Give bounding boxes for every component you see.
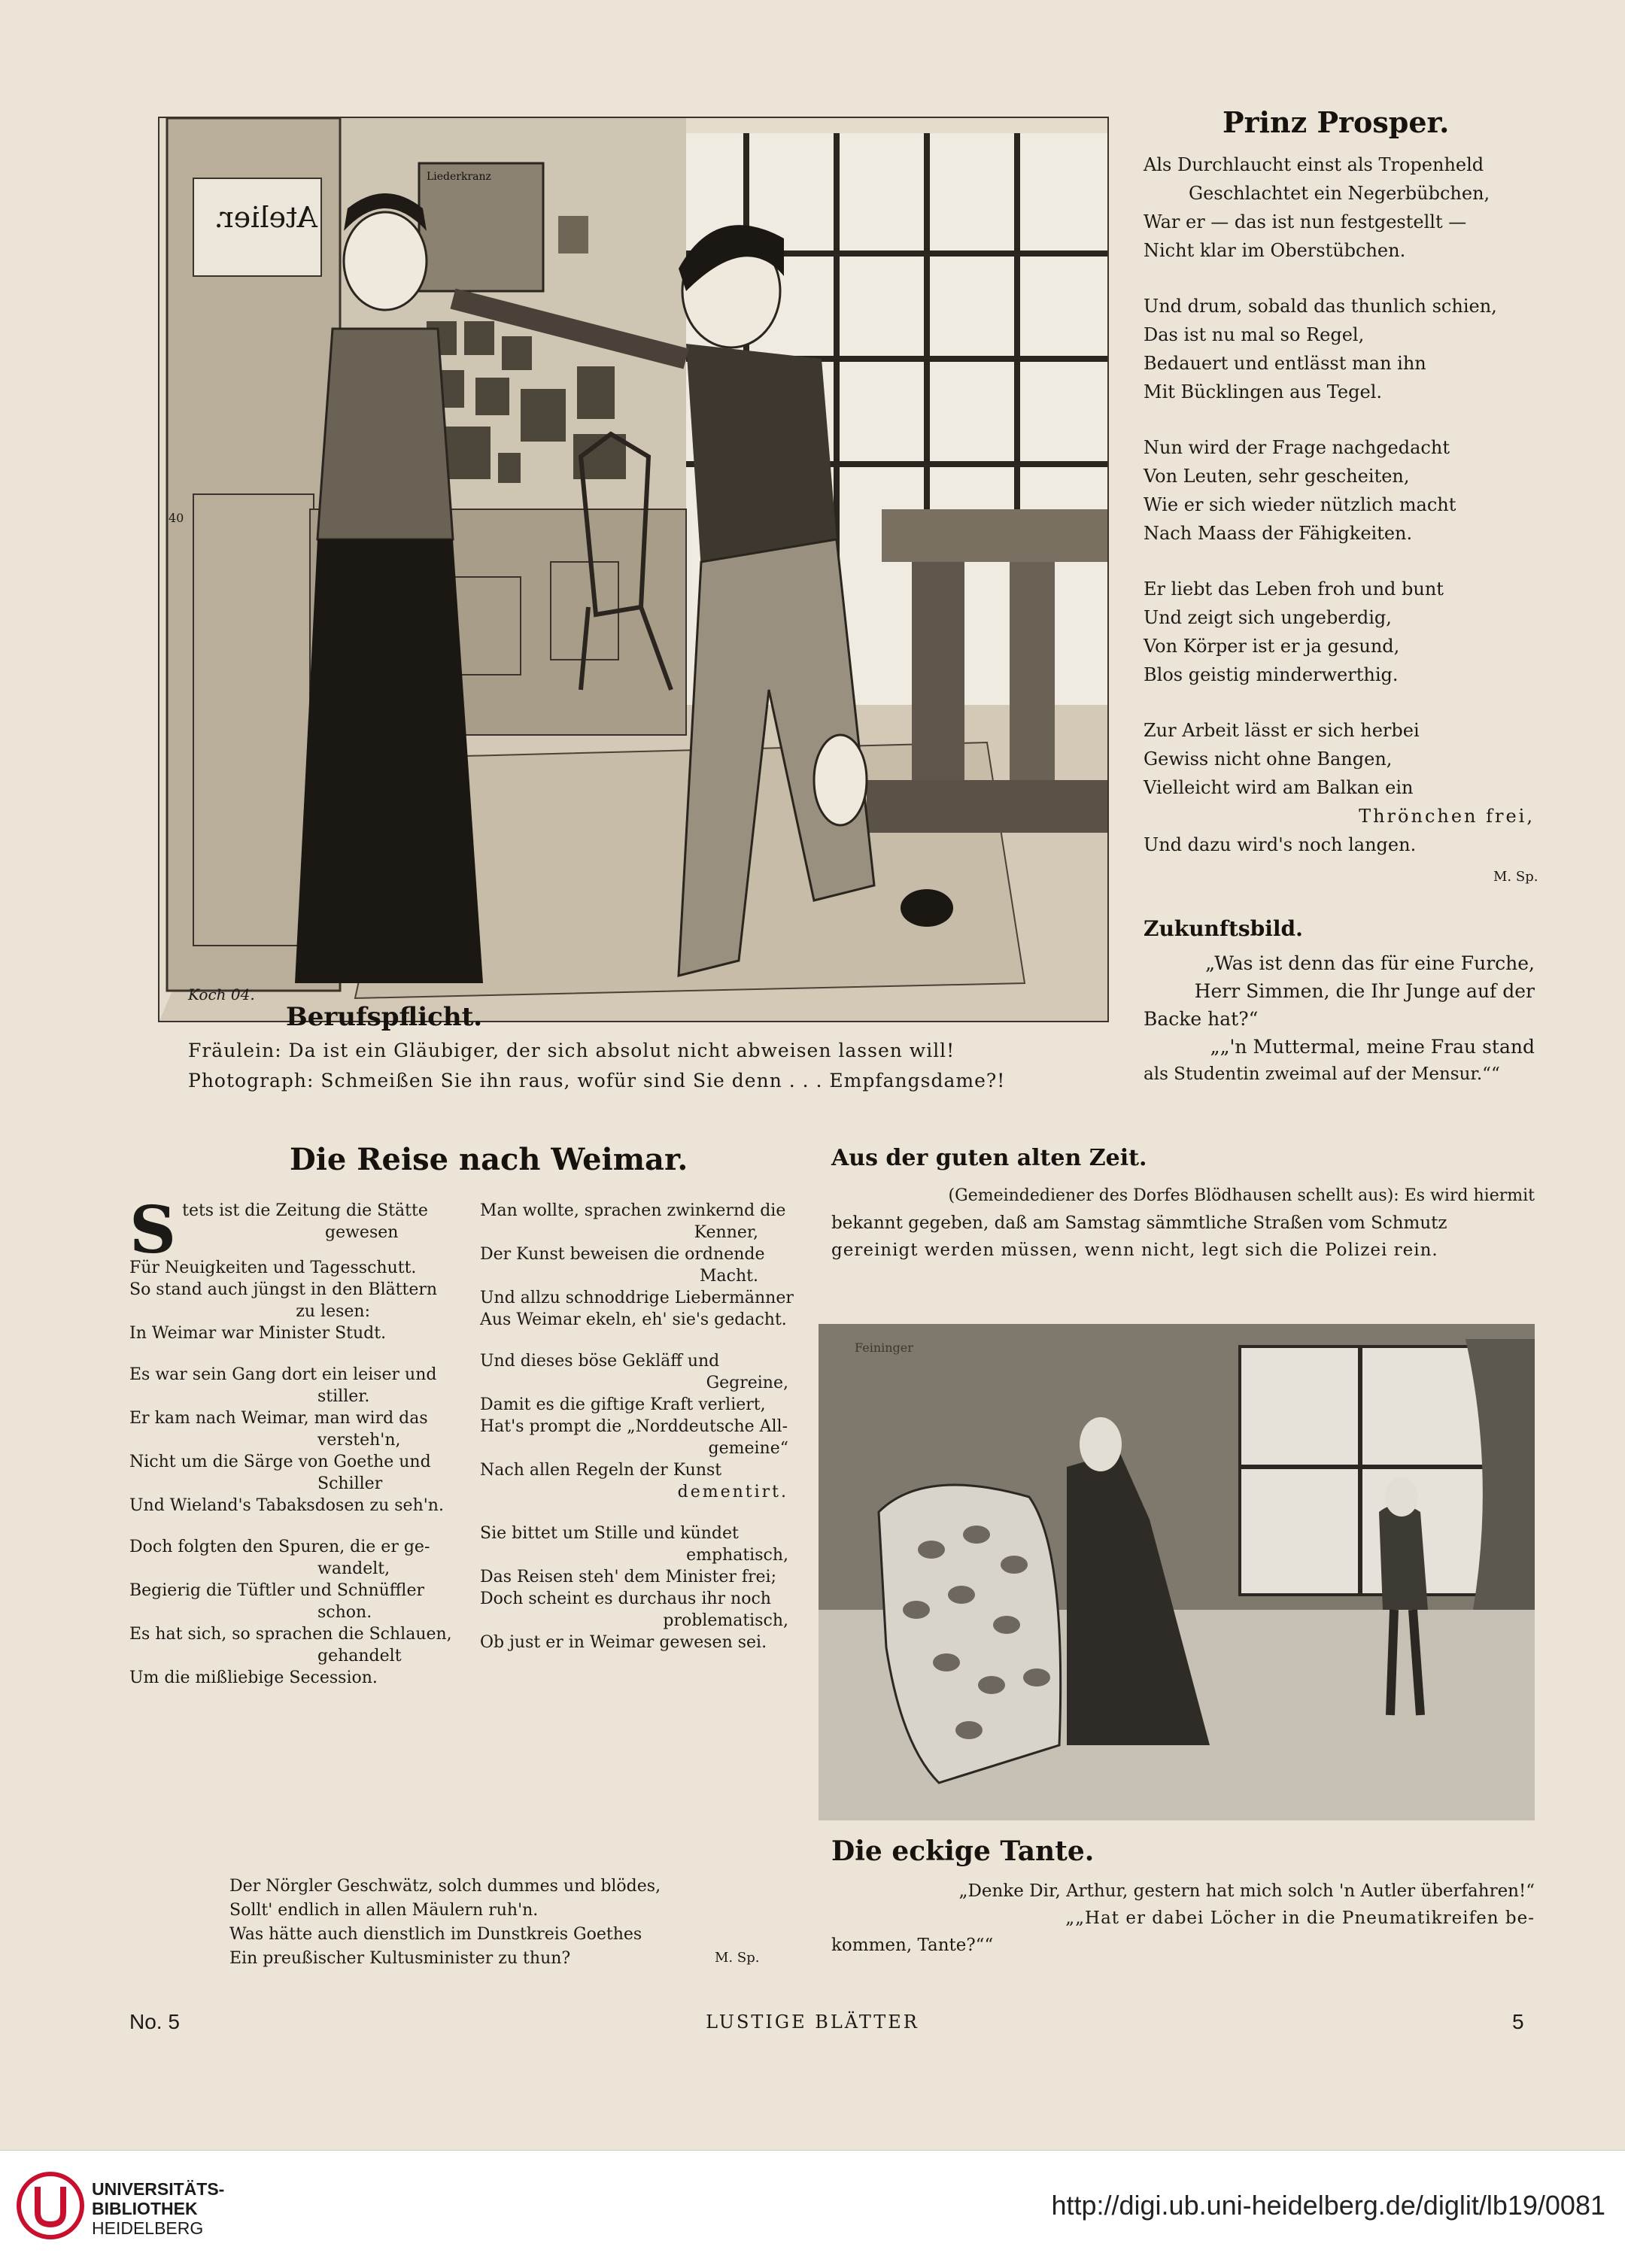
reise-line: wandelt, <box>317 1559 390 1578</box>
liederkranz-frame-label: Liederkranz <box>427 171 491 183</box>
zukunftsbild-title: Zukunftsbild. <box>1144 916 1303 941</box>
reise-line: Man wollte, sprachen zwinkernd die <box>480 1201 786 1220</box>
zukunftsbild-line: als Studentin zweimal auf der Mensur.““ <box>1144 1064 1500 1084</box>
reise-title: Die Reise nach Weimar. <box>290 1142 688 1177</box>
reise-line: Hat's prompt die „Norddeutsche All- <box>480 1417 788 1436</box>
reise-line: gehandelt <box>317 1647 402 1665</box>
reise-stanza <box>129 1536 453 1689</box>
reise-line: Begierig die Tüftler und Schnüffler <box>129 1581 424 1600</box>
poem-line: Gewiss nicht ohne Bangen, <box>1144 748 1393 770</box>
poem-line: Und drum, sobald das thunlich schien, <box>1144 296 1497 317</box>
guten-alten-zeit-title: Aus der guten alten Zeit. <box>831 1145 1147 1171</box>
reise-line: gemeine“ <box>708 1439 788 1458</box>
reise-line: Sie bittet um Stille und kündet <box>480 1524 739 1543</box>
reise-line: stiller. <box>317 1387 370 1406</box>
cartoon-eckige-tante-illustration <box>819 1324 1535 1820</box>
reise-line: Aus Weimar ekeln, eh' sie's gedacht. <box>480 1310 787 1329</box>
cartoon2-signature: Feininger <box>855 1340 913 1355</box>
zukunftsbild-text <box>1144 949 1535 1088</box>
reise-line: Es hat sich, so sprachen die Schlauen, <box>129 1625 452 1644</box>
reise-line: dementirt. <box>677 1483 788 1501</box>
berufspflicht-title: Berufspflicht. <box>286 1002 483 1032</box>
guten-alten-zeit-text <box>831 1183 1535 1264</box>
reise-line: Er kam nach Weimar, man wird das <box>129 1409 428 1428</box>
reise-line: Ein preußischer Kultusminister zu thun? <box>229 1949 571 1968</box>
reise-line: Nach allen Regeln der Kunst <box>480 1461 722 1480</box>
footer-page-number: 5 <box>1512 2010 1524 2033</box>
reise-line: Der Nörgler Geschwätz, solch dummes und blödes, <box>229 1877 661 1896</box>
library-name <box>92 2179 224 2238</box>
poem-line: Er liebt das Leben froh und bunt <box>1144 578 1444 600</box>
digital-object-url[interactable]: http://digi.ub.uni-heidelberg.de/diglit/lb19/0081 <box>1051 2190 1605 2221</box>
footer-issue-number: No. 5 <box>129 2010 180 2033</box>
poem-line: Nach Maass der Fähigkeiten. <box>1144 523 1413 544</box>
eckige-tante-title: Die eckige Tante. <box>831 1835 1095 1867</box>
reise-line: Der Kunst beweisen die ordnende <box>480 1245 765 1264</box>
reise-line: Was hätte auch dienstlich im Dunstkreis Goethes <box>229 1925 642 1944</box>
reise-drop-letter: S <box>129 1192 177 1268</box>
reise-line: Für Neuigkeiten und Tagesschutt. <box>129 1258 417 1277</box>
berufspflicht-caption-fraeulein: Fräulein: Da ist ein Gläubiger, der sich absolut nicht abweisen lassen will! <box>188 1040 955 1061</box>
poem-stanza <box>1144 150 1535 265</box>
reise-line: Gegreine, <box>706 1374 788 1392</box>
reise-line: emphatisch, <box>686 1546 788 1565</box>
cartoon1-signature: Koch 04. <box>188 985 255 1003</box>
reise-line: Das Reisen steh' dem Minister frei; <box>480 1568 777 1586</box>
prinz-prosper-author: M. Sp. <box>1493 869 1538 885</box>
studio-scene-drawing <box>159 118 1107 1021</box>
poem-line: Bedauert und entlässt man ihn <box>1144 353 1426 374</box>
zukunftsbild-line: Backe hat?“ <box>1144 1008 1259 1030</box>
atelier-sign: Atelier. <box>214 201 317 234</box>
poem-line: Zur Arbeit lässt er sich herbei <box>1144 720 1420 741</box>
zukunftsbild-line: „Was ist denn das für eine Furche, <box>1205 952 1535 974</box>
zukunftsbild-line: „„'n Muttermal, meine Frau stand <box>1210 1036 1535 1058</box>
reise-stanza <box>129 1192 453 1344</box>
reise-line: schon. <box>317 1603 372 1622</box>
guten-line: bekannt gegeben, daß am Samstag sämmtliche Straßen vom Schmutz <box>831 1213 1447 1233</box>
reise-line: In Weimar war Minister Studt. <box>129 1324 387 1343</box>
reise-line: problematisch, <box>663 1611 788 1630</box>
poem-line: Nun wird der Frage nachgedacht <box>1144 437 1450 458</box>
poem-line: Vielleicht wird am Balkan ein <box>1144 777 1414 798</box>
poem-line: Thrönchen frei, <box>1359 806 1535 827</box>
prinz-prosper-poem <box>1144 150 1535 859</box>
reise-line: Ob just er in Weimar gewesen sei. <box>480 1633 767 1652</box>
reise-line: Macht. <box>700 1267 758 1286</box>
poem-line: Wie er sich wieder nützlich macht <box>1144 494 1456 515</box>
reise-line: Nicht um die Särge von Goethe und <box>129 1453 431 1471</box>
library-footer-bar <box>0 2150 1625 2268</box>
poem-line: Von Leuten, sehr gescheiten, <box>1144 466 1410 487</box>
reise-right-column <box>480 1200 803 1653</box>
zukunftsbild-line: Herr Simmen, die Ihr Junge auf der <box>1194 980 1535 1002</box>
reise-line: Damit es die giftige Kraft verliert, <box>480 1395 766 1414</box>
reise-line: Stets ist die Zeitung die Stätte <box>129 1192 428 1268</box>
poem-line: Geschlachtet ein Negerbübchen, <box>1189 183 1490 204</box>
poem-stanza <box>1144 433 1535 548</box>
reise-line: Und Wieland's Tabaksdosen zu seh'n. <box>129 1496 444 1515</box>
tante-line: „„Hat er dabei Löcher in die Pneumatikreifen be- <box>1065 1908 1535 1928</box>
tante-line: „Denke Dir, Arthur, gestern hat mich solch 'n Autler überfahren!“ <box>958 1881 1535 1901</box>
reise-line: Und dieses böse Gekläff und <box>480 1352 720 1371</box>
reise-line: Um die mißliebige Secession. <box>129 1668 378 1687</box>
poem-line: War er — das ist nun festgestellt — <box>1144 211 1467 232</box>
prinz-prosper-title: Prinz Prosper. <box>1223 105 1450 139</box>
poem-stanza <box>1144 575 1535 689</box>
reise-line: Schiller <box>317 1474 383 1493</box>
tante-line: kommen, Tante?““ <box>831 1936 994 1955</box>
poem-stanza <box>1144 716 1535 859</box>
tante-scene-drawing <box>819 1324 1535 1820</box>
reise-author: M. Sp. <box>715 1950 760 1966</box>
poem-stanza <box>1144 292 1535 406</box>
poem-line: Und zeigt sich ungeberdig, <box>1144 607 1392 628</box>
poem-line: Als Durchlaucht einst als Tropenheld <box>1144 154 1484 175</box>
reise-line: zu lesen: <box>296 1302 370 1321</box>
reise-left-column <box>129 1192 453 1689</box>
reise-line: Doch scheint es durchaus ihr noch <box>480 1589 771 1608</box>
footer-magazine-title: LUSTIGE BLÄTTER <box>706 2011 919 2033</box>
berufspflicht-caption-photograph: Photograph: Schmeißen Sie ihn raus, wofür sind Sie denn . . . Empfangsdame?! <box>188 1070 1006 1091</box>
door-number: 40 <box>169 511 184 525</box>
library-logo-icon <box>17 2172 84 2239</box>
guten-line: (Gemeindediener des Dorfes Blödhausen schellt aus): Es wird hiermit <box>948 1186 1535 1205</box>
reise-stanza <box>480 1523 803 1653</box>
reise-line: Doch folgten den Spuren, die er ge- <box>129 1538 430 1556</box>
poem-line: Mit Bücklingen aus Tegel. <box>1144 381 1382 402</box>
reise-stanza <box>129 1364 453 1517</box>
poem-line: Nicht klar im Oberstübchen. <box>1144 240 1406 261</box>
library-name-line: HEIDELBERG <box>92 2218 204 2238</box>
poem-line: Von Körper ist er ja gesund, <box>1144 636 1400 657</box>
library-name-line: BIBLIOTHEK <box>92 2199 198 2218</box>
poem-line: Das ist nu mal so Regel, <box>1144 324 1365 345</box>
poem-line: Und dazu wird's noch langen. <box>1144 834 1417 855</box>
reise-line: Und allzu schnoddrige Liebermänner <box>480 1289 794 1307</box>
eckige-tante-text <box>831 1878 1535 1959</box>
reise-line: gewesen <box>325 1223 399 1242</box>
reise-stanza <box>480 1200 803 1331</box>
reise-line: Sollt' endlich in allen Mäulern ruh'n. <box>229 1901 539 1920</box>
poem-line: Blos geistig minderwerthig. <box>1144 664 1399 685</box>
cartoon-berufspflicht-illustration <box>158 117 1109 1022</box>
reise-line: So stand auch jüngst in den Blättern <box>129 1280 438 1299</box>
reise-line: versteh'n, <box>317 1431 401 1450</box>
reise-stanza <box>480 1350 803 1503</box>
reise-line: Es war sein Gang dort ein leiser und <box>129 1365 437 1384</box>
reise-line: Kenner, <box>694 1223 758 1242</box>
library-name-line: UNIVERSITÄTS- <box>92 2179 225 2199</box>
guten-line: gereinigt werden müssen, wenn nicht, legt sich die Polizei rein. <box>831 1240 1438 1260</box>
